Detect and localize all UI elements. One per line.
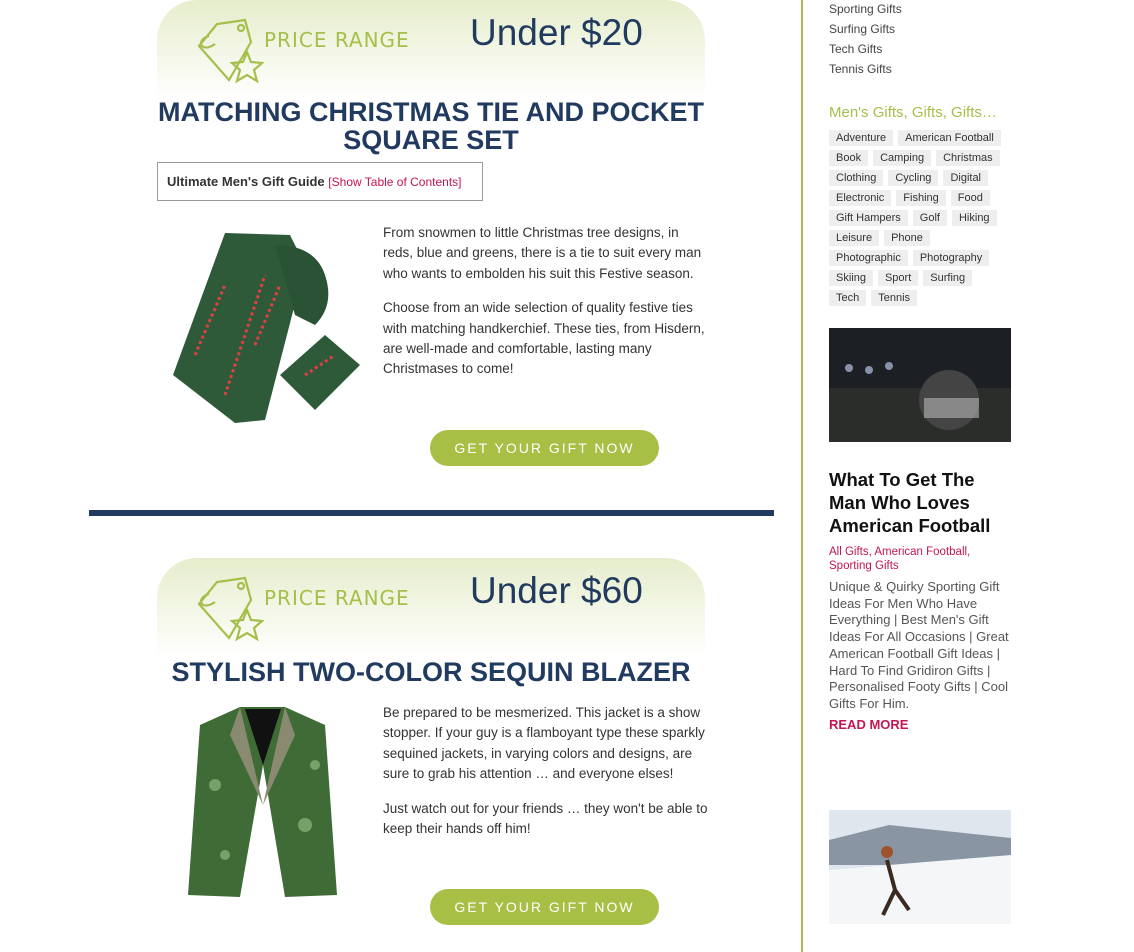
tag-cloud — [829, 130, 1009, 306]
product-title: STYLISH TWO-COLOR SEQUIN BLAZER — [171, 657, 691, 687]
product-description — [383, 703, 708, 853]
blazer-product-image[interactable] — [185, 705, 340, 900]
toc-bracket-open: [ — [328, 175, 332, 189]
tie-product-image[interactable] — [165, 225, 360, 430]
price-value: Under $60 — [470, 570, 643, 611]
tag-surfing[interactable]: Surfing — [923, 270, 972, 286]
sidebar-link-surfing[interactable]: Surfing Gifts — [829, 22, 896, 36]
football-helmet-image[interactable] — [829, 328, 1014, 442]
description-paragraph: Just watch out for your friends … they won't be able to keep their hands off him! — [383, 800, 708, 837]
read-more-link[interactable]: READ MORE — [829, 717, 909, 732]
tag-gift-hampers[interactable]: Gift Hampers — [829, 210, 908, 226]
tag-tennis[interactable]: Tennis — [871, 290, 917, 306]
sidebar-divider — [801, 0, 803, 952]
tag-digital[interactable]: Digital — [943, 170, 988, 186]
tag-golf[interactable]: Golf — [913, 210, 947, 226]
description-paragraph: Be prepared to be mesmerized. This jacket is a show stopper. If your guy is a flamboyant type these sparkly sequined jackets, in varying colors and designs, are sure to grab his attention … and everyone elses! — [383, 705, 705, 782]
skier-image[interactable] — [829, 810, 1014, 924]
sidebar-link-tech[interactable]: Tech Gifts — [829, 42, 883, 56]
price-label: PRICE RANGE — [264, 28, 410, 52]
post-excerpt: Unique & Quirky Sporting Gift Ideas For Men Who Have Everything | Best Men's Gift Ideas For All Occasions | Great American Football Gift Ideas | Hard To Find Gridiron Gifts | Personalised Footy Gifts | Cool Gifts For Him. — [829, 579, 1009, 711]
get-gift-button[interactable]: GET YOUR GIFT NOW — [430, 889, 659, 925]
get-gift-button[interactable]: GET YOUR GIFT NOW — [430, 430, 659, 466]
post-title[interactable]: What To Get The Man Who Loves American Football — [829, 469, 991, 536]
price-range-banner — [157, 0, 705, 100]
sidebar-category-links — [829, 1, 1014, 81]
sidebar-link-sporting[interactable]: Sporting Gifts — [829, 2, 902, 16]
price-tag-icon — [195, 576, 267, 644]
toc-bracket-close: ] — [458, 175, 462, 189]
product-title: MATCHING CHRISTMAS TIE AND POCKET SQUARE SET — [158, 97, 704, 155]
product-description — [383, 223, 708, 394]
tags-heading: Men's Gifts, Gifts, Gifts… — [829, 104, 997, 121]
tag-photographic[interactable]: Photographic — [829, 250, 908, 266]
price-range-banner — [157, 558, 705, 658]
tag-clothing[interactable]: Clothing — [829, 170, 883, 186]
sidebar-link-tennis[interactable]: Tennis Gifts — [829, 62, 892, 76]
tag-phone[interactable]: Phone — [884, 230, 930, 246]
tag-fishing[interactable]: Fishing — [896, 190, 945, 206]
description-paragraph: Choose from an wide selection of quality festive ties with matching handkerchief. These ties, from Hisdern, are well-made and comfortable, lasting many Christmases to come! — [383, 300, 705, 377]
toc-title: Ultimate Men's Gift Guide — [167, 174, 325, 189]
tag-tech[interactable]: Tech — [829, 290, 866, 306]
description-paragraph: From snowmen to little Christmas tree designs, in reds, blue and greens, there is a tie to suit every man who wants to embolden his suit this Festive season. — [383, 225, 702, 281]
tag-christmas[interactable]: Christmas — [936, 150, 1000, 166]
tag-skiing[interactable]: Skiing — [829, 270, 873, 286]
table-of-contents — [157, 162, 483, 201]
show-toc-link[interactable]: Show Table of Contents — [331, 175, 459, 189]
tag-hiking[interactable]: Hiking — [952, 210, 997, 226]
tag-sport[interactable]: Sport — [878, 270, 918, 286]
tag-camping[interactable]: Camping — [873, 150, 931, 166]
tag-food[interactable]: Food — [951, 190, 990, 206]
tag-cycling[interactable]: Cycling — [888, 170, 938, 186]
tag-photography[interactable]: Photography — [913, 250, 989, 266]
tag-leisure[interactable]: Leisure — [829, 230, 879, 246]
tag-electronic[interactable]: Electronic — [829, 190, 891, 206]
tag-american-football[interactable]: American Football — [898, 130, 1001, 146]
price-label: PRICE RANGE — [264, 586, 410, 610]
tag-adventure[interactable]: Adventure — [829, 130, 893, 146]
tag-book[interactable]: Book — [829, 150, 868, 166]
section-divider — [89, 510, 774, 516]
price-value: Under $20 — [470, 12, 643, 53]
price-tag-icon — [195, 18, 267, 86]
post-categories[interactable]: All Gifts, American Football, Sporting Gifts — [829, 546, 971, 572]
